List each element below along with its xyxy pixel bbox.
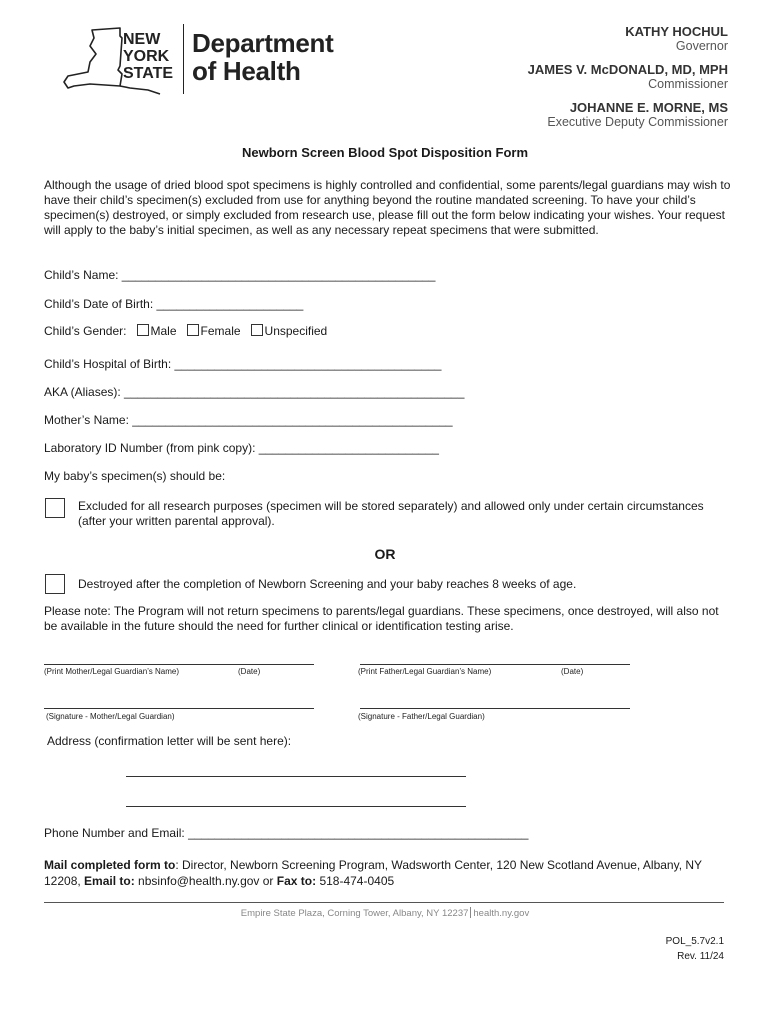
gender-male-label: Male	[150, 324, 177, 338]
mother-date-caption: (Date)	[238, 667, 261, 676]
address-line-1[interactable]	[126, 776, 466, 777]
mother-name-caption: (Print Mother/Legal Guardian’s Name)	[44, 667, 180, 676]
lab-id-field[interactable]: Laboratory ID Number (from pink copy): ___________________________	[44, 441, 439, 455]
mother-signature-caption: (Signature - Mother/Legal Guardian)	[46, 712, 175, 721]
destroyed-option-text: Destroyed after the completion of Newborn Screening and your baby reaches 8 weeks of age.	[78, 577, 577, 591]
mail-instructions: Mail completed form to: Director, Newborn Screening Program, Wadsworth Center, 120 New Scotland Avenue, Albany, NY 12208, Email to: nbsinfo@health.ny.gov or Fax to: 518-474-0405	[44, 858, 702, 888]
hospital-field[interactable]: Child’s Hospital of Birth: ________________________________________	[44, 357, 442, 371]
fax-label: Fax to:	[276, 874, 317, 888]
child-name-field[interactable]: Child’s Name: _______________________________________________	[44, 268, 436, 282]
form-title: Newborn Screen Blood Spot Disposition Form	[241, 145, 528, 160]
department-of-health-wordmark: Department of Health	[192, 28, 334, 86]
footer-address: Empire State Plaza, Corning Tower, Albany, NY 12237 health.ny.gov	[240, 908, 530, 919]
father-signature-line[interactable]	[360, 708, 630, 709]
please-note-paragraph: Please note: The Program will not return specimens to parents/legal guardians. These specimens, once destroyed, will also not be available in the future should the need for further clinical or identification testing arise.	[44, 604, 719, 633]
gender-unspecified-label: Unspecified	[264, 324, 328, 338]
commissioner-title: Commissioner	[648, 77, 728, 91]
father-name-line[interactable]	[360, 664, 630, 665]
child-gender-row	[44, 324, 327, 338]
child-dob-field[interactable]: Child’s Date of Birth: ______________________	[44, 297, 304, 311]
governor-title: Governor	[675, 39, 728, 53]
intro-paragraph: Although the usage of dried blood spot specimens is highly controlled and confidential, some parents/legal guardians may wish to have their child’s specimen(s) excluded from use for anything beyond the routine mandated screening. To have your child’s specimen(s) destroyed, or simply excluded from research use, please fill out the form below indicating your wishes. Your request will apply to the baby’s initial specimen, as well as any necessary repeat specimens that were submitted.	[44, 178, 731, 237]
address-label: Address (confirmation letter will be sent here):	[47, 734, 292, 748]
gender-female-checkbox[interactable]	[187, 324, 199, 336]
excluded-option-checkbox[interactable]	[45, 498, 65, 518]
gender-female-label: Female	[200, 324, 241, 338]
form-code: POL_5.7v2.1	[665, 936, 724, 947]
father-signature-caption: (Signature - Father/Legal Guardian)	[358, 712, 485, 721]
footer-rule	[44, 902, 724, 903]
email-label: Email to:	[84, 874, 135, 888]
deputy-commissioner-name: JOHANNE E. MORNE, MS	[569, 100, 728, 115]
revision-date: Rev. 11/24	[677, 951, 724, 962]
excluded-option-text: Excluded for all research purposes (specimen will be stored separately) and allowed only under certain circumstances (after your written parental approval).	[78, 499, 704, 528]
phone-email-field[interactable]: Phone Number and Email: ___________________________________________________	[44, 826, 529, 840]
deputy-commissioner-title: Executive Deputy Commissioner	[547, 115, 728, 129]
mother-name-field[interactable]: Mother’s Name: ________________________________________________	[44, 413, 453, 427]
father-name-caption: (Print Father/Legal Guardian’s Name)	[358, 667, 492, 676]
commissioner-name: JAMES V. McDONALD, MD, MPH	[527, 62, 728, 77]
child-gender-label: Child’s Gender:	[44, 324, 127, 338]
destroyed-option-checkbox[interactable]	[45, 574, 65, 594]
specimen-prompt: My baby’s specimen(s) should be:	[44, 469, 226, 483]
gender-unspecified-checkbox[interactable]	[251, 324, 263, 336]
footer-website: health.ny.gov	[473, 908, 530, 919]
nys-logo-text: NEW YORK STATE	[123, 31, 174, 82]
mail-label: Mail completed form to	[44, 858, 176, 872]
revision-block	[666, 934, 724, 964]
officials-block	[528, 24, 728, 130]
or-separator: OR	[374, 546, 396, 562]
gender-male-checkbox[interactable]	[137, 324, 149, 336]
mother-name-line[interactable]	[44, 664, 314, 665]
logo-divider	[183, 24, 184, 94]
aka-field[interactable]: AKA (Aliases): ___________________________________________________	[44, 385, 465, 399]
address-line-2[interactable]	[126, 806, 466, 807]
mother-signature-line[interactable]	[44, 708, 314, 709]
governor-name: KATHY HOCHUL	[625, 24, 728, 39]
father-date-caption: (Date)	[561, 667, 584, 676]
